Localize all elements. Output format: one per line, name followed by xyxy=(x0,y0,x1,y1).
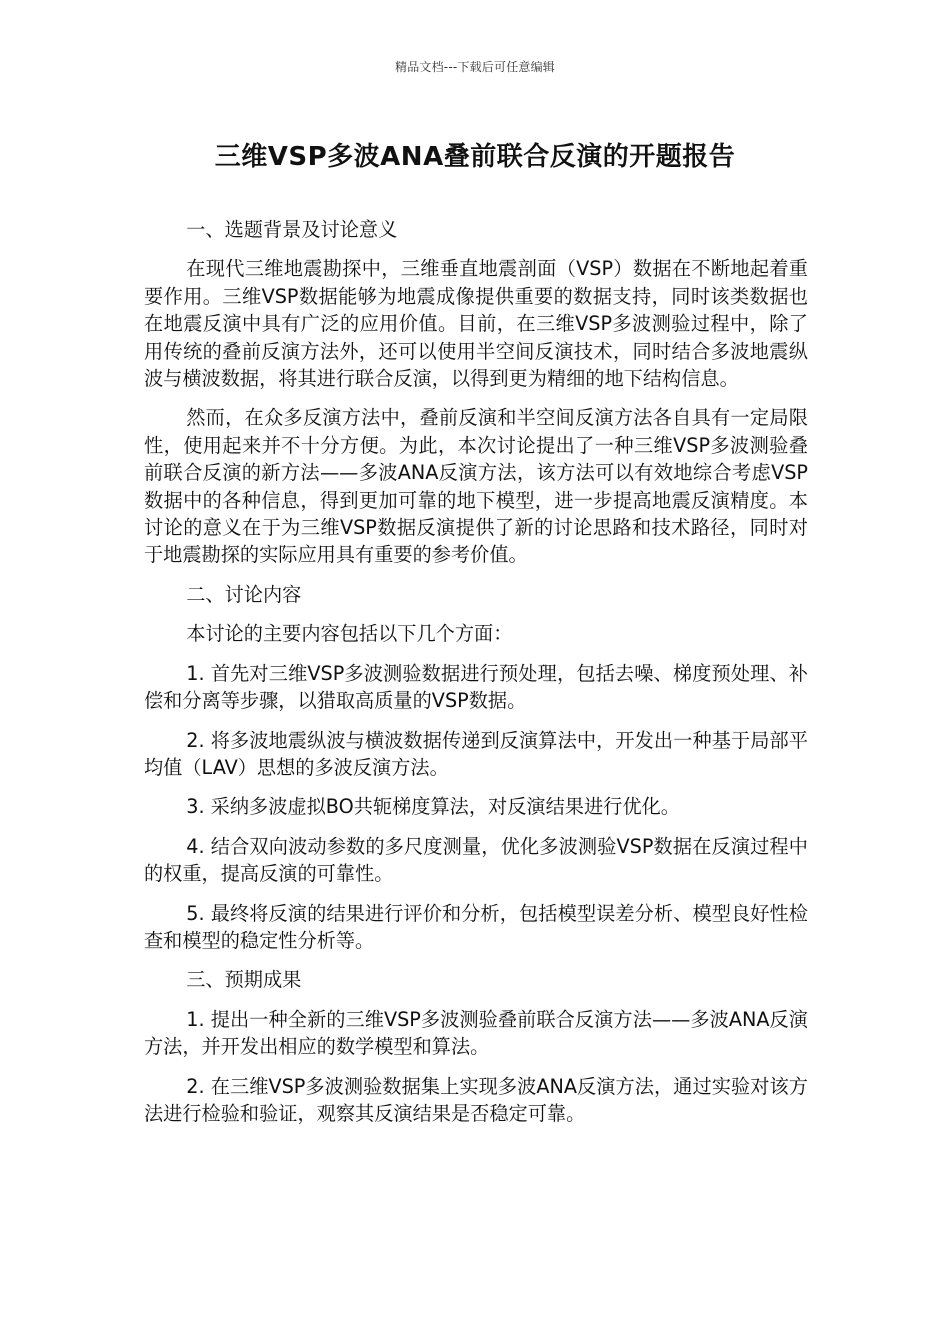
section-heading: 一、选题背景及讨论意义 xyxy=(186,218,398,241)
document-body xyxy=(144,216,808,1139)
body-paragraph: 2. 将多波地震纵波与横波数据传递到反演算法中，开发出一种基于局部平均值（LAV）思想的多波反演方法。 xyxy=(144,728,808,779)
body-paragraph: 4. 结合双向波动参数的多尺度测量，优化多波测验VSP数据在反演过程中的权重，提高反演的可靠性。 xyxy=(144,834,808,886)
section-heading: 三、预期成果 xyxy=(186,968,302,992)
body-paragraph: 然而，在众多反演方法中，叠前反演和半空间反演方法各自具有一定局限性，使用起来并不十分方便。为此，本次讨论提出了一种三维VSP多波测验叠前联合反演的新方法——多波ANA反演方法，该方法可以有效地综合考虑VSP数据中的各种信息，得到更加可靠的地下模型，进一步提高地震反演精度。本讨论的意义在于为三维VSP数据反演提供了新的讨论思路和技术路径，同时对于地震勘探的实际应用具有重要的参考价值。 xyxy=(144,406,808,567)
body-paragraph: 1. 首先对三维VSP多波测验数据进行预处理，包括去噪、梯度预处理、补偿和分离等步骤，以猎取高质量的VSP数据。 xyxy=(144,661,808,713)
body-paragraph: 2. 在三维VSP多波测验数据集上实现多波ANA反演方法，通过实验对该方法进行检验和验证，观察其反演结果是否稳定可靠。 xyxy=(144,1074,808,1125)
body-paragraph: 5. 最终将反演的结果进行评价和分析，包括模型误差分析、模型良好性检查和模型的稳定性分析等。 xyxy=(144,901,808,952)
section-heading: 本讨论的主要内容包括以下几个方面： xyxy=(186,622,513,646)
body-paragraph: 1. 提出一种全新的三维VSP多波测验叠前联合反演方法——多波ANA反演方法，并开发出相应的数学模型和算法。 xyxy=(144,1007,808,1059)
body-paragraph: 在现代三维地震勘探中，三维垂直地震剖面（VSP）数据在不断地起着重要作用。三维VSP数据能够为地震成像提供重要的数据支持，同时该类数据也在地震反演中具有广泛的应用价值。目前，在三维VSP多波测验过程中，除了用传统的叠前反演方法外，还可以使用半空间反演技术，同时结合多波地震纵波与横波数据，将其进行联合反演，以得到更为精细的地下结构信息。 xyxy=(144,257,808,391)
body-paragraph: 3. 采纳多波虚拟BO共轭梯度算法，对反演结果进行优化。 xyxy=(186,795,680,819)
header-note: 精品文档---下载后可任意编辑 xyxy=(395,60,555,74)
document-title: 三维VSP多波ANA叠前联合反演的开题报告 xyxy=(214,142,736,172)
section-heading: 二、讨论内容 xyxy=(186,582,302,606)
